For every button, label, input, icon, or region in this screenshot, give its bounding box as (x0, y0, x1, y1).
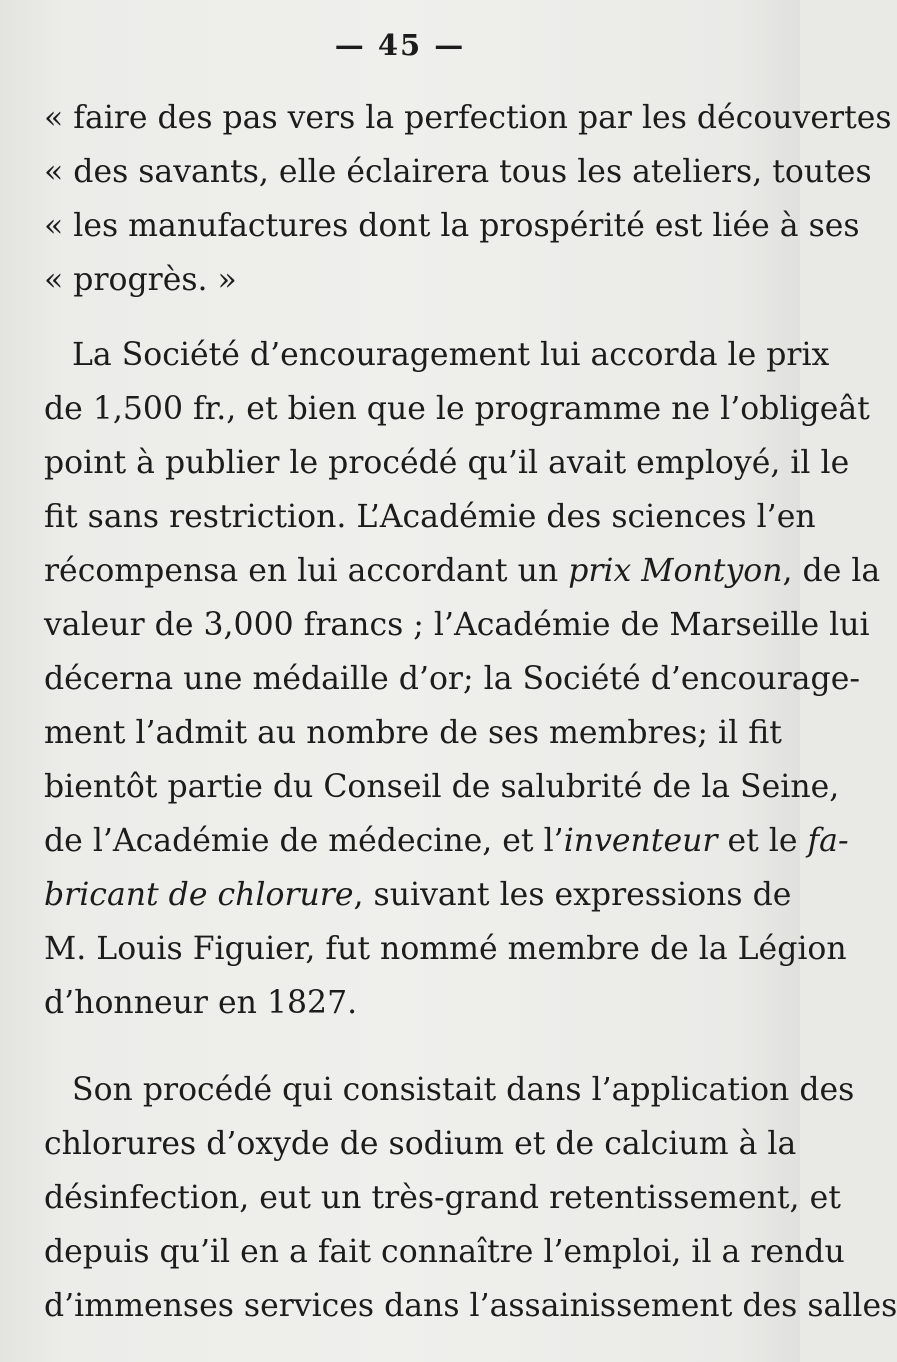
text-line: fit sans restriction. L’Académie des sciences l’en (44, 499, 816, 535)
text-line: « progrès. » (44, 262, 237, 298)
italic-text: bricant de chlorure (44, 877, 354, 913)
text-line-with-italic (44, 551, 881, 591)
text-line: chlorures d’oxyde de sodium et de calcium à la (44, 1126, 797, 1162)
text-line: point à publier le procédé qu’il avait employé, il le (44, 445, 850, 481)
text-line: ment l’admit au nombre de ses membres; il fit (44, 715, 782, 751)
page-number: — 45 — (334, 28, 466, 62)
text-line-with-italic (44, 875, 792, 915)
text-line: bientôt partie du Conseil de salubrité de la Seine, (44, 769, 840, 805)
text-line: valeur de 3,000 francs ; l’Académie de Marseille lui (44, 607, 870, 643)
text-line: La Société d’encouragement lui accorda le prix (72, 337, 830, 373)
text-line-with-italic (44, 821, 849, 861)
text-line: décerna une médaille d’or; la Société d’encourage- (44, 661, 860, 697)
text-segment: , suivant les expressions de (353, 877, 792, 913)
text-line: « faire des pas vers la perfection par les découvertes (44, 100, 892, 136)
italic-text: inventeur (563, 823, 718, 859)
text-line: d’honneur en 1827. (44, 985, 358, 1021)
text-line: « des savants, elle éclairera tous les ateliers, toutes (44, 154, 872, 190)
text-segment: , de la (782, 553, 881, 589)
text-line: désinfection, eut un très-grand retentissement, et (44, 1180, 841, 1216)
text-line: M. Louis Figuier, fut nommé membre de la Légion (44, 931, 847, 967)
text-segment: récompensa en lui accordant un (44, 553, 569, 589)
text-line: Son procédé qui consistait dans l’application des (72, 1072, 855, 1108)
text-segment: de l’Académie de médecine, et l’ (44, 823, 564, 859)
italic-text: fa- (807, 823, 849, 859)
italic-text: prix Montyon (568, 553, 783, 589)
text-line: depuis qu’il en a fait connaître l’emploi, il a rendu (44, 1234, 845, 1270)
text-line: de 1,500 fr., et bien que le programme ne l’obligeât (44, 391, 870, 427)
text-segment: et le (717, 823, 808, 859)
text-line: d’immenses services dans l’assainissement des salles (44, 1288, 897, 1324)
text-line: « les manufactures dont la prospérité est liée à ses (44, 208, 860, 244)
